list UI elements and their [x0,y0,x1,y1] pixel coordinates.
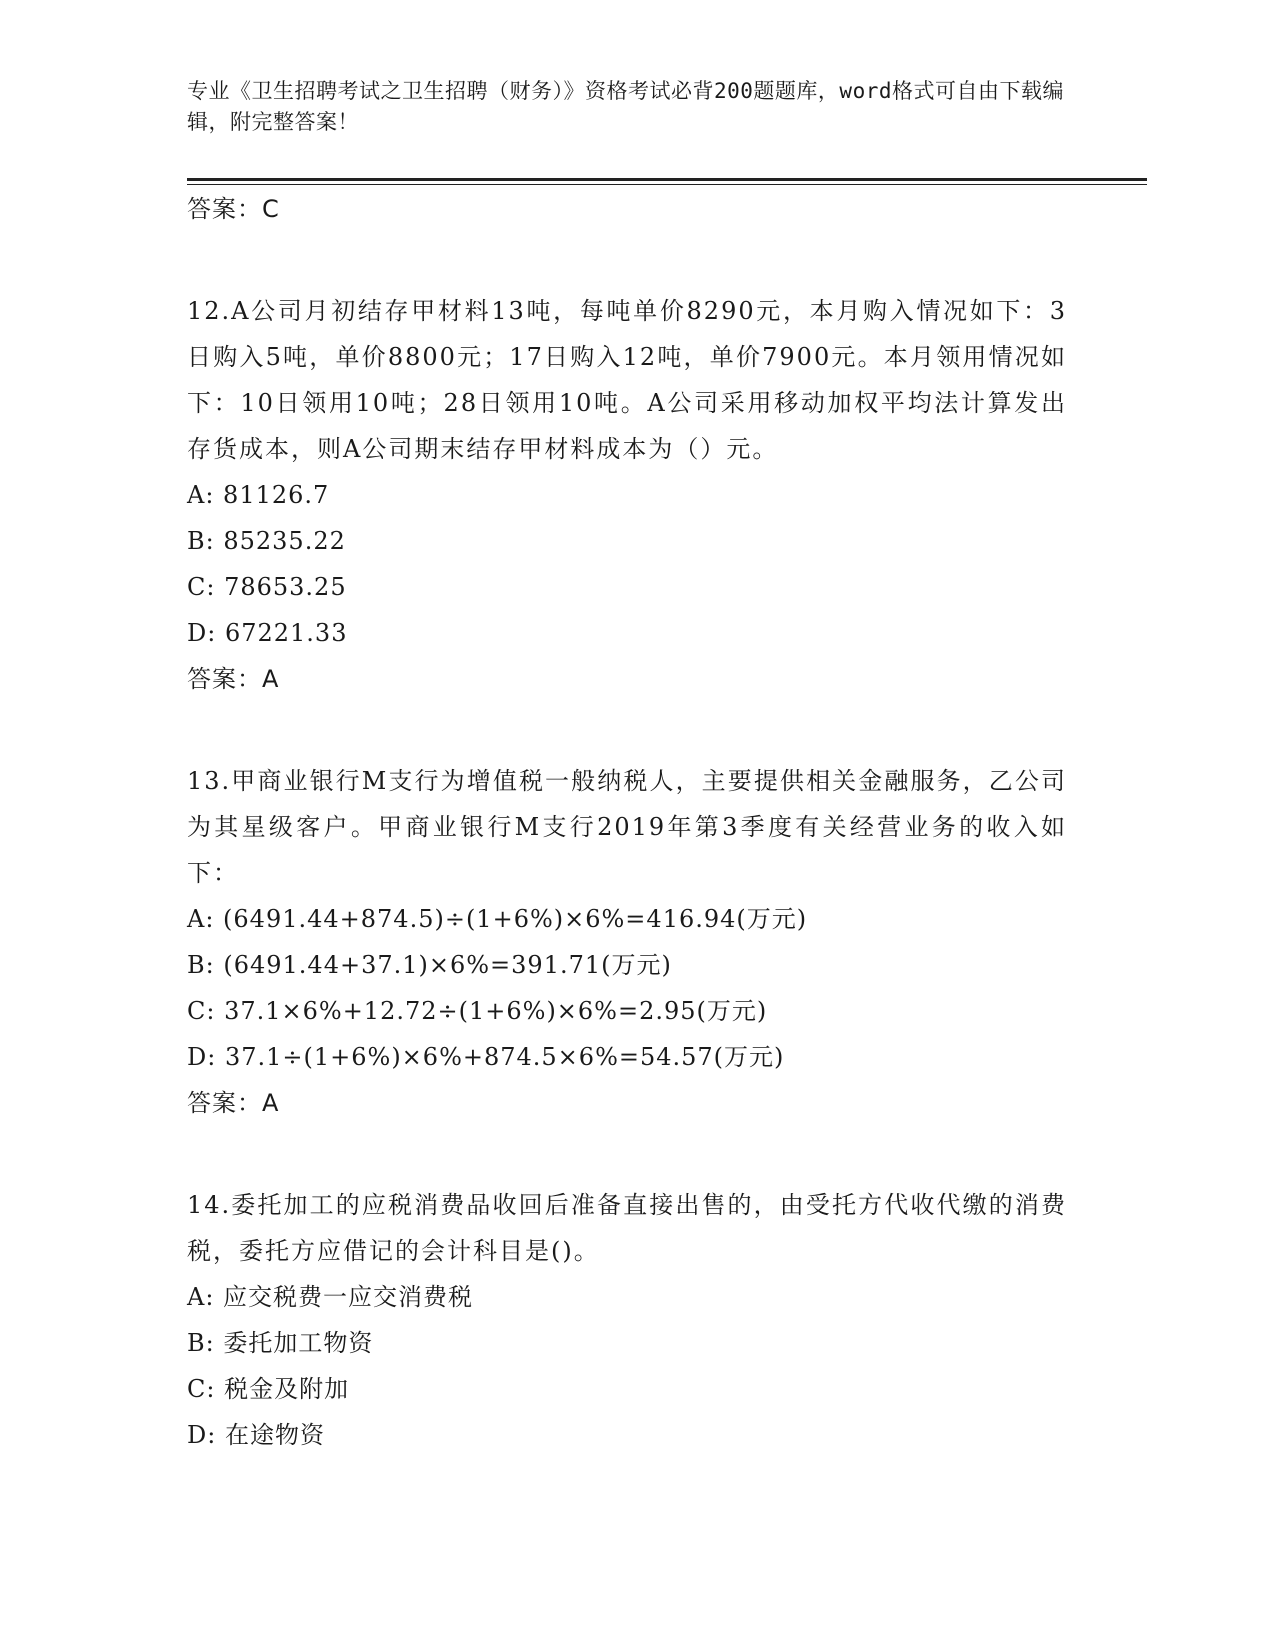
header-divider-thin [187,184,1147,185]
option-b: B: 85235.22 [187,527,346,555]
question-list [187,186,1067,1458]
option-d: D: 37.1÷(1+6%)×6%+874.5×6%=54.57(万元) [187,1043,785,1071]
option-b: B: (6491.44+37.1)×6%=391.71(万元) [187,951,672,979]
question-12 [187,288,1067,702]
option-c: C: 78653.25 [187,573,347,601]
option-a: A: 81126.7 [187,481,330,509]
question-answer: 答案：A [187,1089,280,1117]
question-stem: 12.A公司月初结存甲材料13吨，每吨单价8290元，本月购入情况如下：3日购入5吨，单价8800元；17日购入12吨，单价7900元。本月领用情况如下：10日领用10吨；28日领用10吨。A公司采用移动加权平均法计算发出存货成本，则A公司期末结存甲材料成本为（）元。 [187,297,1067,463]
option-c: C: 税金及附加 [187,1375,350,1403]
option-a: A: 应交税费一应交消费税 [187,1283,474,1311]
question-13 [187,758,1067,1126]
option-d: D: 67221.33 [187,619,348,647]
header-divider-thick [187,178,1147,181]
option-c: C: 37.1×6%+12.72÷(1+6%)×6%=2.95(万元) [187,997,768,1025]
question-stem: 13.甲商业银行M支行为增值税一般纳税人，主要提供相关金融服务，乙公司为其星级客户。甲商业银行M支行2019年第3季度有关经营业务的收入如下： [187,767,1067,887]
document-header: 专业《卫生招聘考试之卫生招聘（财务）》资格考试必背200题题库，word格式可自由下载编辑，附完整答案！ [187,79,1064,134]
previous-answer: 答案：C [187,195,280,223]
option-b: B: 委托加工物资 [187,1329,374,1357]
question-stem: 14.委托加工的应税消费品收回后准备直接出售的，由受托方代收代缴的消费税，委托方应借记的会计科目是()。 [187,1191,1067,1265]
question-14 [187,1182,1067,1458]
question-answer: 答案：A [187,665,280,693]
option-a: A: (6491.44+874.5)÷(1+6%)×6%=416.94(万元) [187,905,808,933]
option-d: D: 在途物资 [187,1421,325,1449]
